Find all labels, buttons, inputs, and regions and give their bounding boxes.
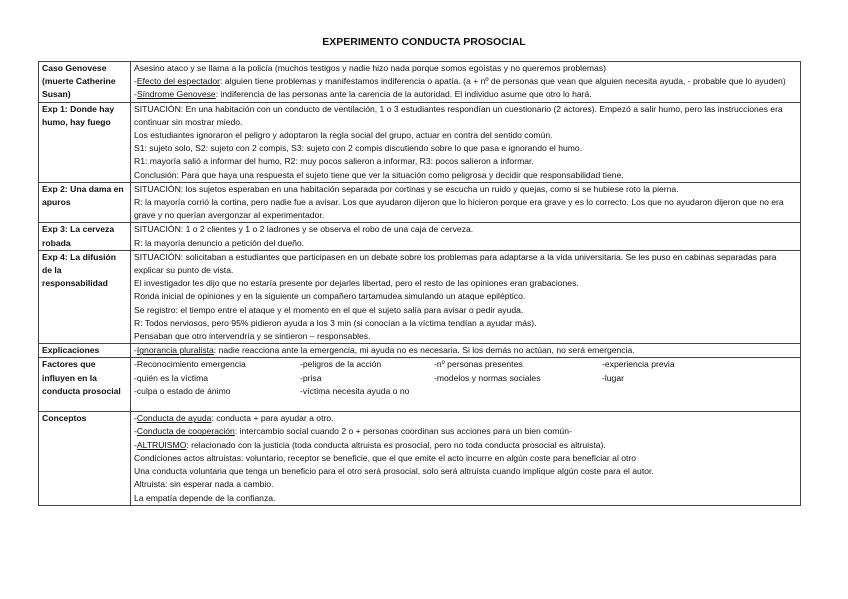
table-row-exp2 — [39, 182, 801, 223]
text-line: -Síndrome Genovese: indiferencia de las personas ante la carencia de la autoridad. El individuo asume que otro lo hará. — [134, 89, 592, 100]
text-line: R: Todos nerviosos, pero 95% pidieron ayuda a los 3 min (si conocían a la víctima tendían a ayudar más). — [134, 317, 537, 328]
term: Conducta de cooperación — [136, 426, 235, 437]
text-line: Condiciones actos altruistas: voluntario, receptor se beneficie, que el que emite el acto incurre en algún coste para beneficiar al otro — [134, 452, 637, 463]
text-line: R: la mayoría corrió la cortina, pero nadie fue a avisar. Los que ayudaron dijeron que lo hicieron porque era grave y es lo correcto. Los que no ayudaron dijeron que no era grave y no querían avergonzar al experimentador. — [134, 197, 784, 221]
row-content — [131, 250, 801, 343]
row-content — [131, 182, 801, 223]
row-content — [131, 223, 801, 250]
term: Ignorancia pluralista — [136, 345, 214, 356]
text-line: -Efecto del espectador: alguien tiene problemas y manifestamos indiferencia o apatía. (a + nº de personas que vean que alguien necesita ayuda, - probable que lo ayuden) — [134, 76, 786, 87]
text-line: -ALTRUISMO: relacionado con la justicia (toda conducta altruista es prosocial, pero no toda conducta prosocial es altruista). — [134, 439, 606, 450]
term: Efecto del espectador — [136, 76, 221, 87]
factor-item: -lugar — [602, 372, 624, 383]
text-line: El investigador les dijo que no estaría presente por dejarles libertad, pero el resto de las opiniones eran grabaciones. — [134, 278, 579, 289]
row-content — [131, 358, 801, 412]
text-line: SITUACIÓN: 1 o 2 clientes y 1 o 2 ladrones y se observa el robo de una caja de cerveza. — [134, 224, 474, 235]
table-row-factores — [39, 358, 801, 412]
document-title: EXPERIMENTO CONDUCTA PROSOCIAL — [322, 36, 526, 48]
text-line: R1: mayoría salió a informar del humo, R2: muy pocos salieron a informar, R3: pocos salieron a informar. — [134, 156, 534, 167]
factor-item: -quién es la víctima — [134, 372, 209, 383]
row-header: Caso Genovese (muerte Catherine Susan) — [39, 62, 131, 103]
factor-line — [134, 372, 797, 385]
term: ALTRUISMO — [136, 439, 187, 450]
term-definition: : intercambio social cuando 2 o + personas coordinan sus acciones para un bien común- — [234, 426, 572, 437]
summary-table — [38, 61, 801, 506]
text-line: Ronda inicial de opiniones y en la siguiente un compañero tartamudea simulando un ataque epiléptico. — [134, 291, 526, 302]
text-line: SITUACIÓN: los sujetos esperaban en una habitación separada por cortinas y se escucha un ruido y quejas, como si se hubiese roto la pierna. — [134, 183, 679, 194]
text-line: -Ignorancia pluralista: nadie reacciona ante la emergencia, mi ayuda no es necesaria. Si los demás no actúan, no será emergencia. — [134, 345, 635, 356]
term-definition: : indiferencia de las personas ante la carencia de la autoridad. El individuo asume que otro lo hará. — [215, 89, 592, 100]
blank-line — [134, 398, 797, 411]
row-content — [131, 62, 801, 103]
factor-item: -nº personas presentes — [434, 359, 523, 370]
term-definition: : conducta + para ayudar a otro. — [211, 413, 334, 424]
table-row-exp4 — [39, 250, 801, 343]
term: Síndrome Genovese — [136, 89, 216, 100]
row-header: Factores que influyen en la conducta prosocial — [39, 358, 131, 412]
factor-item: -culpa o estado de ánimo — [134, 385, 231, 396]
text-line: SITUACIÓN: solicitaban a estudiantes que participasen en un debate sobre los problemas para adaptarse a la vida universitaria. Se les puso en cabinas separadas para explicar su punto de vista. — [134, 251, 777, 276]
text-line: Una conducta voluntaria que tenga un beneficio para el otro será prosocial, solo será altruista cuando implique algún coste para el autor. — [134, 466, 654, 477]
term-definition: : alguien tiene problemas y manifestamos indiferencia o apatía. (a + nº de personas que vean que alguien necesita ayuda, - probable que lo ayuden) — [220, 76, 786, 87]
text-line: SITUACIÓN: En una habitación con un conducto de ventilación, 1 o 3 estudiantes respondían un cuestionario (2 actores). Empezó a salir humo, pero las instrucciones era continuar sin mostrar miedo. — [134, 103, 783, 127]
row-header: Exp 3: La cerveza robada — [39, 223, 131, 250]
table-row-conceptos — [39, 412, 801, 505]
table-row-exp1 — [39, 102, 801, 182]
text-line: La empatía depende de la confianza. — [134, 492, 276, 503]
factor-item: -experiencia previa — [602, 359, 675, 370]
factor-line — [134, 385, 797, 398]
row-header: Exp 4: La difusión de la responsabilidad — [39, 250, 131, 343]
row-header: Exp 2: Una dama en apuros — [39, 182, 131, 223]
row-content — [131, 102, 801, 182]
factor-item: -Reconocimiento emergencia — [134, 359, 246, 370]
text-line: R: la mayoría denuncio a petición del dueño. — [134, 237, 305, 248]
text-line: Se registro: el tiempo entre el ataque y el momento en el que el sujeto salía para avisar o pedir ayuda. — [134, 304, 524, 315]
factor-item: -modelos y normas sociales — [434, 372, 541, 383]
term: Conducta de ayuda — [136, 413, 212, 424]
text-line: -Conducta de cooperación: intercambio social cuando 2 o + personas coordinan sus acciones para un bien común- — [134, 426, 572, 437]
text-line: Conclusión: Para que haya una respuesta el sujeto tiene que ver la situación como peligrosa y decidir que responsabilidad tiene. — [134, 169, 624, 180]
factor-item: -peligros de la acción — [300, 359, 382, 370]
row-header: Explicaciones — [39, 344, 131, 358]
text-line: Asesino ataco y se llama a la policía (muchos testigos y nadie hizo nada porque somos egoístas y no queremos problemas) — [134, 63, 606, 73]
text-line: Los estudiantes ignoraron el peligro y adoptaron la regla social del grupo, actuar en contra del sentido común. — [134, 130, 553, 141]
table-row-explicaciones — [39, 344, 801, 358]
text-line: Altruista: sin esperar nada a cambio. — [134, 479, 274, 490]
table-row-exp3 — [39, 223, 801, 250]
term-definition: : nadie reacciona ante la emergencia, mi ayuda no es necesaria. Si los demás no actúan, no será emergencia. — [213, 345, 635, 356]
table-row-genovese — [39, 62, 801, 103]
term-definition: : relacionado con la justicia (toda conducta altruista es prosocial, pero no toda conducta prosocial es altruista). — [186, 439, 606, 450]
text-line: -Conducta de ayuda: conducta + para ayudar a otro. — [134, 413, 334, 424]
row-header: Exp 1: Donde hay humo, hay fuego — [39, 102, 131, 182]
row-content — [131, 412, 801, 505]
text-line: Pensaban que otro intervendría y se sintieron – responsables. — [134, 331, 371, 342]
factor-item: -víctima necesita ayuda o no — [300, 385, 410, 396]
text-line: S1: sujeto solo, S2: sujeto con 2 compis, S3: sujeto con 2 compis discutiendo sobre lo que pasa e ignorando el humo. — [134, 143, 583, 154]
factor-item: -prisa — [300, 372, 322, 383]
row-header: Conceptos — [39, 412, 131, 505]
factor-line — [134, 358, 797, 371]
row-content — [131, 344, 801, 358]
